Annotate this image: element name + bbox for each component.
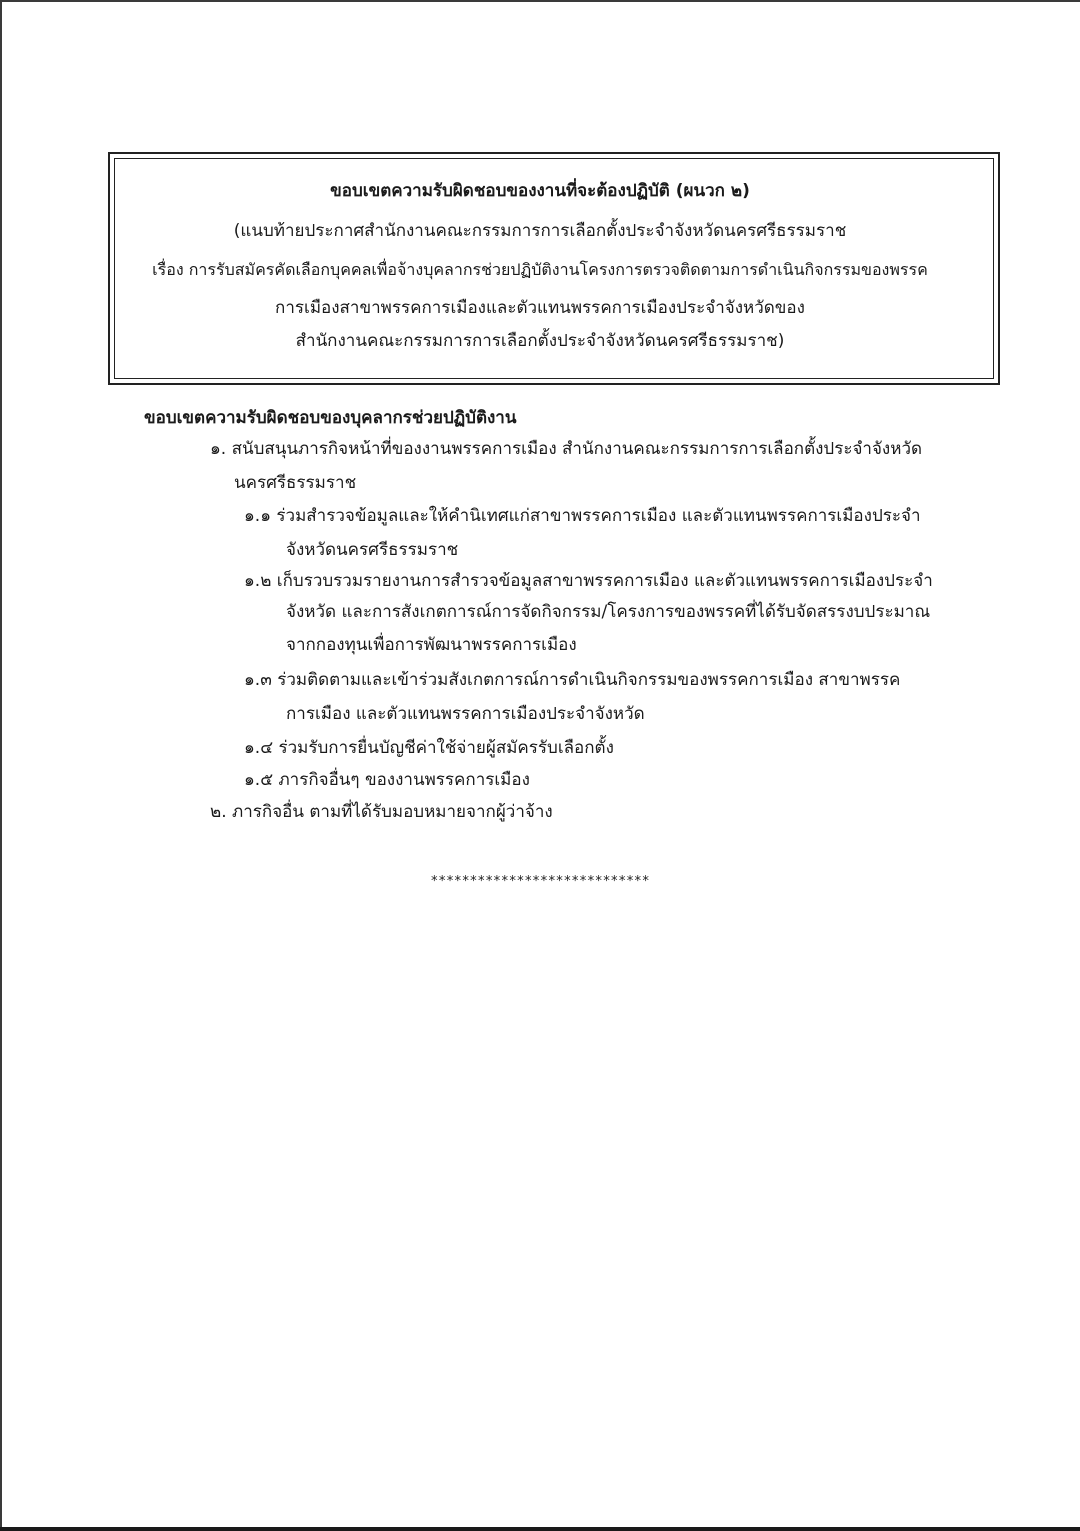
- annex-reference-line-1: (แนบท้ายประกาศสำนักงานคณะกรรมการการเลือกตั้งประจำจังหวัดนครศรีธรรมราช: [233, 221, 847, 241]
- list-item-1-line-1: ๑. สนับสนุนภารกิจหน้าที่ของงานพรรคการเมือง สำนักงานคณะกรรมการการเลือกตั้งประจำจังหวัด: [210, 439, 923, 459]
- page-edge-bottom: [0, 1527, 1080, 1531]
- annex-reference-line-3: การเมืองสาขาพรรคการเมืองและตัวแทนพรรคการเมืองประจำจังหวัดของ: [275, 298, 805, 318]
- annex-reference-line-2: เรื่อง การรับสมัครคัดเลือกบุคคลเพื่อจ้างบุคลากรช่วยปฏิบัติงานโครงการตรวจติดตามการดำเนินกิจกรรมของพรรค: [152, 260, 928, 279]
- list-item-1-2-line-3: จากกองทุนเพื่อการพัฒนาพรรคการเมือง: [286, 635, 577, 655]
- annex-title: ขอบเขตความรับผิดชอบของงานที่จะต้องปฏิบัติ (ผนวก ๒): [330, 181, 750, 201]
- list-item-1-1-line-1: ๑.๑ ร่วมสำรวจข้อมูลและให้คำนิเทศแก่สาขาพรรคการเมือง และตัวแทนพรรคการเมืองประจำ: [244, 506, 921, 526]
- section-title: ขอบเขตความรับผิดชอบของบุคลากรช่วยปฏิบัติงาน: [144, 408, 517, 428]
- end-of-document-stars: ****************************: [430, 874, 650, 889]
- list-item-1-4-line-1: ๑.๔ ร่วมรับการยื่นบัญชีค่าใช้จ่ายผู้สมัครรับเลือกตั้ง: [244, 738, 614, 758]
- list-item-1-5-line-1: ๑.๕ ภารกิจอื่นๆ ของงานพรรคการเมือง: [244, 770, 530, 790]
- list-item-2-line-1: ๒. ภารกิจอื่น ตามที่ได้รับมอบหมายจากผู้ว่าจ้าง: [210, 802, 553, 822]
- list-item-1-1-line-2: จังหวัดนครศรีธรรมราช: [286, 540, 459, 560]
- annex-reference-line-4: สำนักงานคณะกรรมการการเลือกตั้งประจำจังหวัดนครศรีธรรมราช): [295, 331, 785, 351]
- list-item-1-3-line-2: การเมือง และตัวแทนพรรคการเมืองประจำจังหวัด: [286, 704, 645, 724]
- list-item-1-2-line-1: ๑.๒ เก็บรวบรวมรายงานการสำรวจข้อมูลสาขาพรรคการเมือง และตัวแทนพรรคการเมืองประจำ: [244, 571, 933, 591]
- list-item-1-3-line-1: ๑.๓ ร่วมติดตามและเข้าร่วมสังเกตการณ์การดำเนินกิจกรรมของพรรคการเมือง สาขาพรรค: [244, 670, 901, 690]
- list-item-1-2-line-2: จังหวัด และการสังเกตการณ์การจัดกิจกรรม/โครงการของพรรคที่ได้รับจัดสรรงบประมาณ: [286, 602, 931, 622]
- list-item-1-line-2: นครศรีธรรมราช: [234, 473, 357, 493]
- page-edge-top: [0, 0, 1080, 2]
